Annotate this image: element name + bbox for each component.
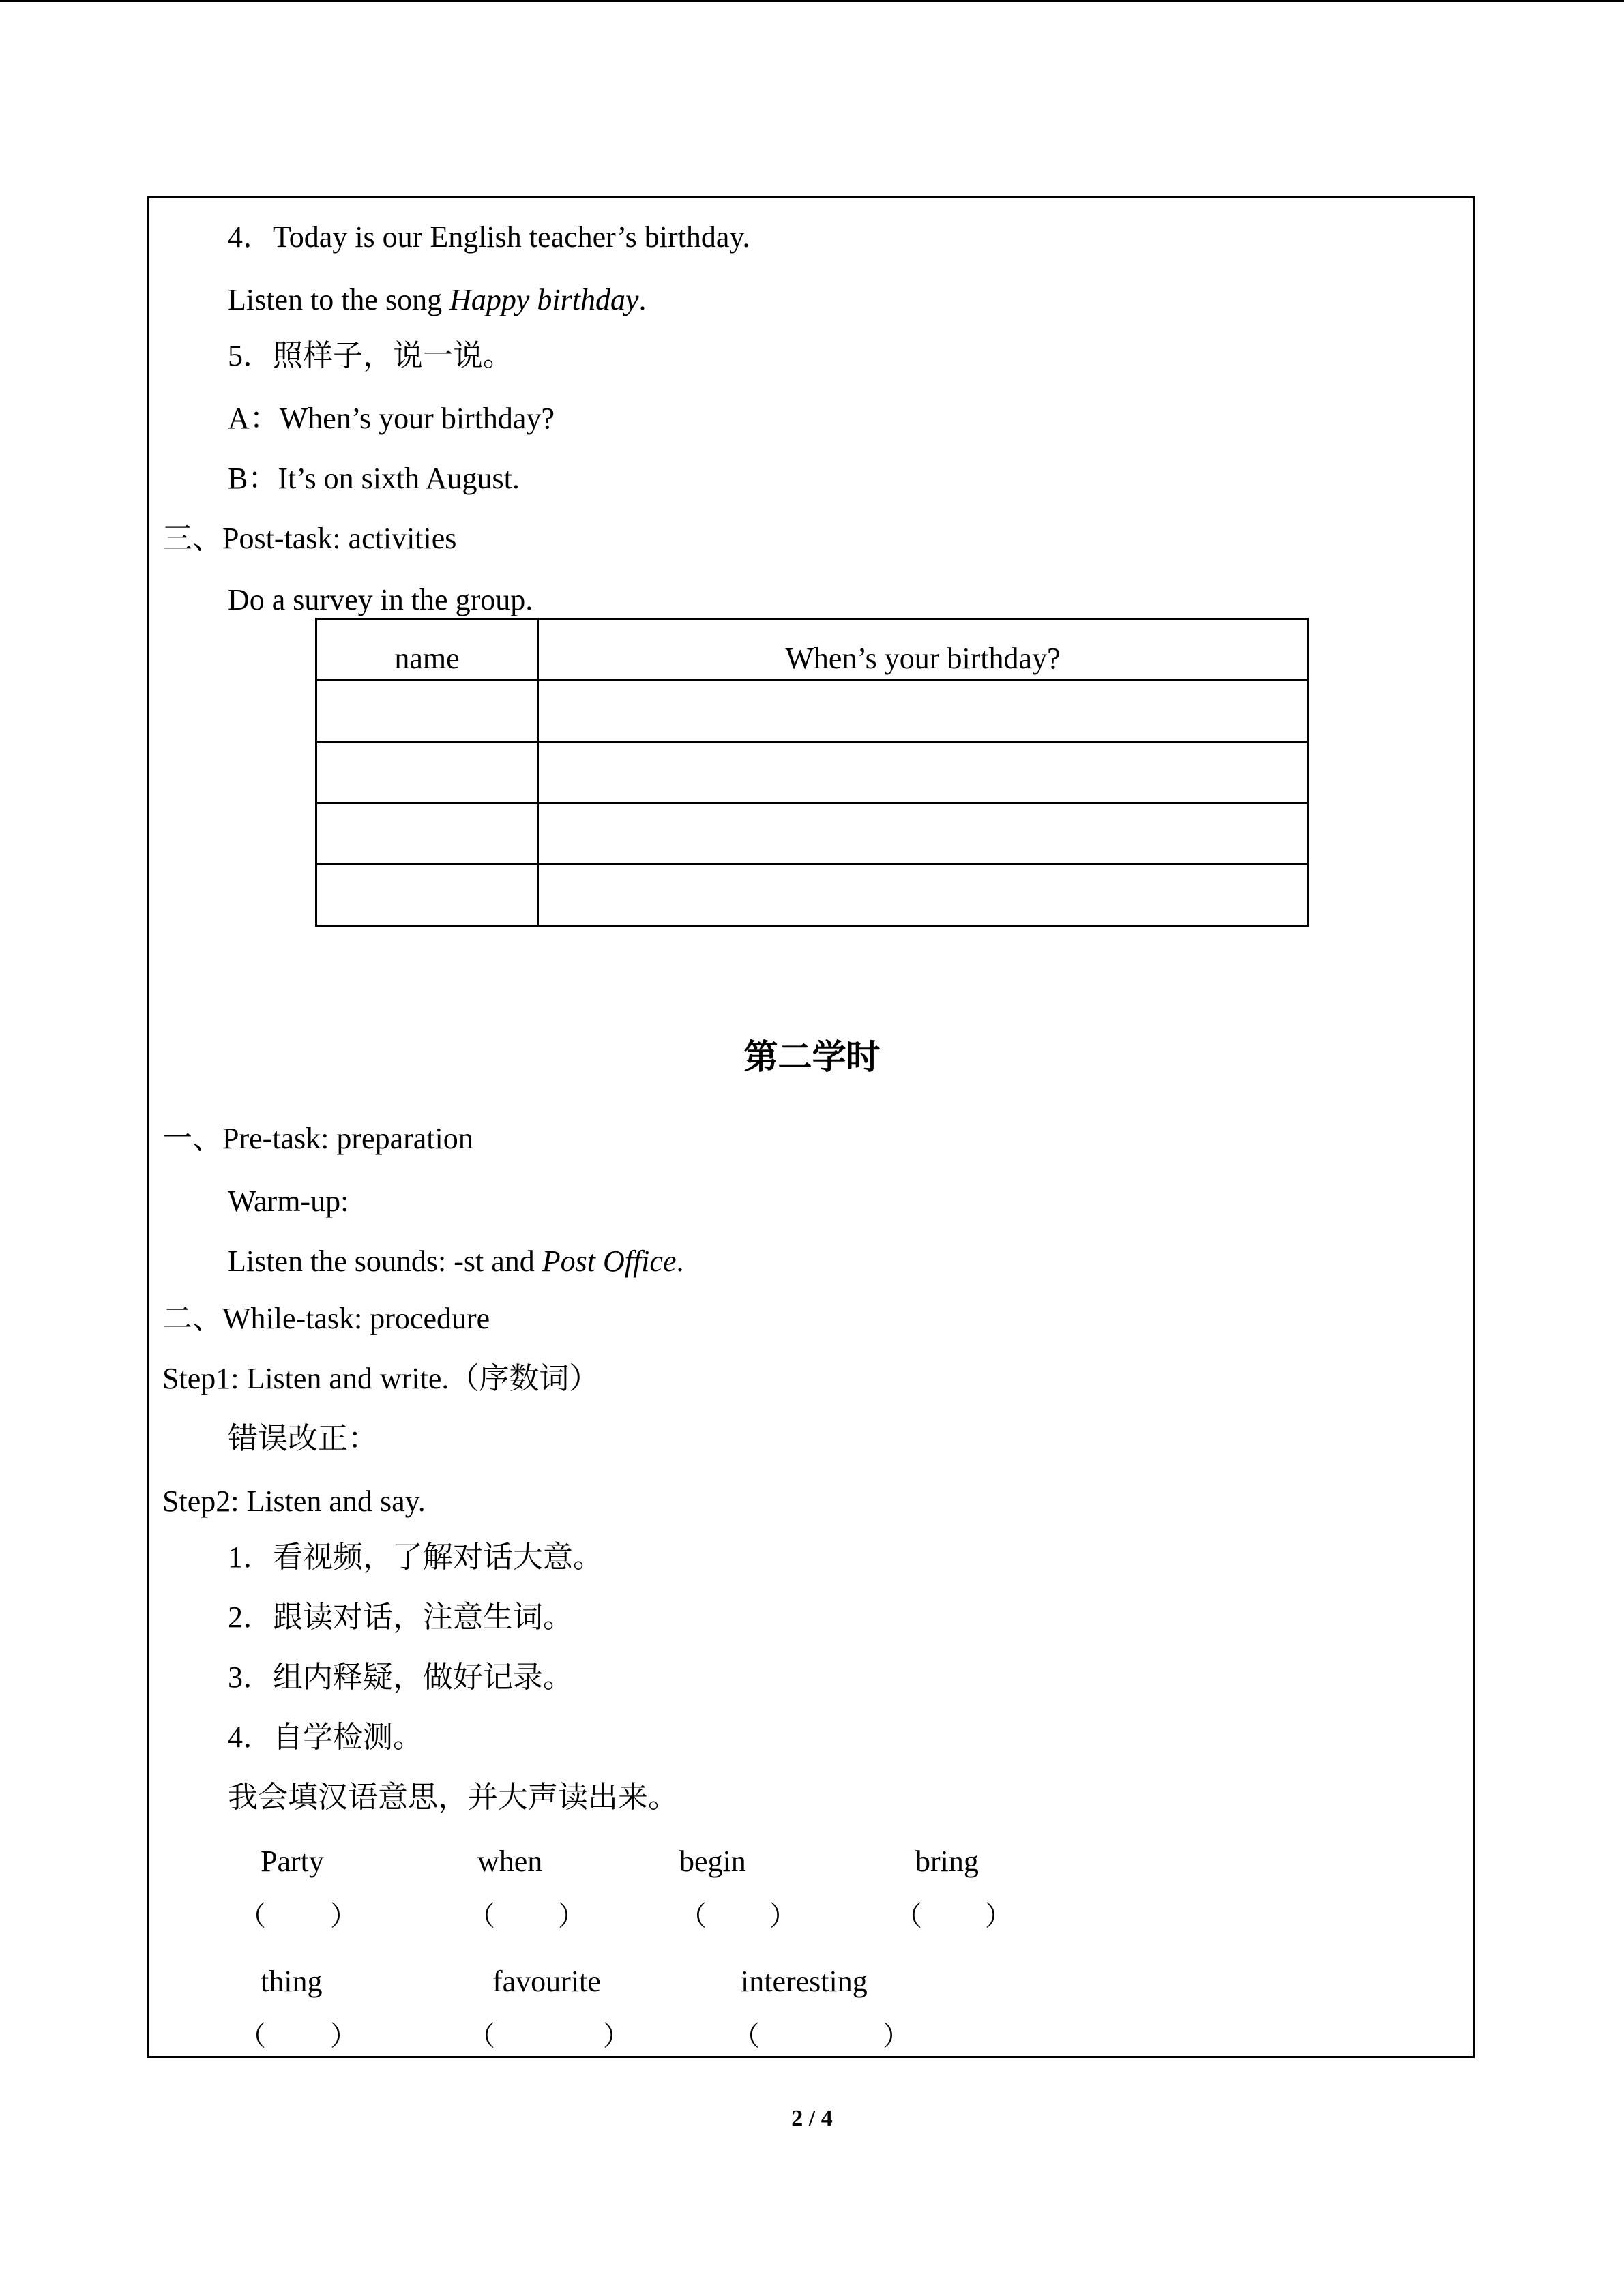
item-5: 5．照样子，说一说。 xyxy=(228,339,513,372)
paren-open: （ xyxy=(468,2021,495,2051)
correction-label: 错误改正： xyxy=(228,1422,378,1455)
dialog-b: B：It’s on sixth August. xyxy=(228,462,520,495)
survey-table xyxy=(315,618,1309,927)
song-title: Happy birthday xyxy=(449,283,639,316)
header-name: name xyxy=(316,619,538,681)
paren-close: ） xyxy=(558,1900,585,1931)
paren-open: （ xyxy=(679,1900,707,1931)
sounds-title: Post Office xyxy=(542,1244,677,1278)
sounds-line xyxy=(228,1242,683,1281)
dialog-a: A：When’s your birthday? xyxy=(228,402,555,435)
header-birthday: When’s your birthday? xyxy=(538,619,1308,681)
paren-close: ） xyxy=(985,1900,1012,1931)
song-prefix: Listen to the song xyxy=(228,283,450,316)
paren-open: （ xyxy=(895,1900,922,1931)
song-line xyxy=(228,281,647,319)
vocab-word: bring xyxy=(915,1845,979,1878)
fill-intro: 我会填汉语意思，并大声读出来。 xyxy=(228,1780,678,1814)
table-cell[interactable] xyxy=(316,865,538,926)
paren-close: ） xyxy=(769,1900,797,1931)
sounds-suffix: . xyxy=(676,1244,684,1278)
table-cell[interactable] xyxy=(538,865,1308,926)
table-cell[interactable] xyxy=(538,742,1308,803)
paren-open: （ xyxy=(733,2021,760,2051)
vocab-word: Party xyxy=(261,1845,324,1878)
vocab-word: favourite xyxy=(492,1965,601,1998)
table-cell[interactable] xyxy=(316,742,538,803)
table-cell[interactable] xyxy=(538,803,1308,865)
step2-item-3: 3．组内释疑，做好记录。 xyxy=(228,1660,573,1694)
item-4: 4．Today is our English teacher’s birthday. xyxy=(228,220,750,254)
paren-close: ） xyxy=(883,2021,910,2051)
table-cell[interactable] xyxy=(316,803,538,865)
lesson2-heading: 第二学时 xyxy=(743,1038,881,1076)
survey-intro: Do a survey in the group. xyxy=(228,583,533,616)
paren-open: （ xyxy=(468,1900,495,1931)
table-header-row xyxy=(316,619,1308,681)
sounds-prefix: Listen the sounds: -st and xyxy=(228,1244,542,1278)
table-row xyxy=(316,803,1308,865)
step2-item-1: 1．看视频，了解对话大意。 xyxy=(228,1540,603,1574)
while-task-heading: 二、While-task: procedure xyxy=(162,1302,490,1335)
warm-up: Warm-up: xyxy=(228,1184,349,1218)
table-row xyxy=(316,681,1308,742)
vocab-word: interesting xyxy=(741,1965,868,1998)
pre-task-heading: 一、Pre-task: preparation xyxy=(162,1122,473,1155)
page-number: 2 / 4 xyxy=(791,2106,833,2131)
step1: Step1: Listen and write.（序数词） xyxy=(162,1362,600,1395)
paren-close: ） xyxy=(330,1900,357,1931)
step2: Step2: Listen and say. xyxy=(162,1485,426,1518)
table-row xyxy=(316,865,1308,926)
table-cell[interactable] xyxy=(538,681,1308,742)
vocab-word: when xyxy=(477,1845,543,1878)
table-cell[interactable] xyxy=(316,681,538,742)
top-rule xyxy=(0,0,1624,2)
paren-close: ） xyxy=(603,2021,630,2051)
paren-open: （ xyxy=(239,1900,266,1931)
paren-close: ） xyxy=(330,2021,357,2051)
vocab-word: thing xyxy=(261,1965,323,1998)
post-task-heading: 三、Post-task: activities xyxy=(162,522,457,555)
step2-item-2: 2．跟读对话，注意生词。 xyxy=(228,1600,573,1634)
song-suffix: . xyxy=(638,283,647,316)
vocab-word: begin xyxy=(679,1845,746,1878)
table-row xyxy=(316,742,1308,803)
paren-open: （ xyxy=(239,2021,266,2051)
step2-item-4: 4．自学检测。 xyxy=(228,1720,423,1754)
